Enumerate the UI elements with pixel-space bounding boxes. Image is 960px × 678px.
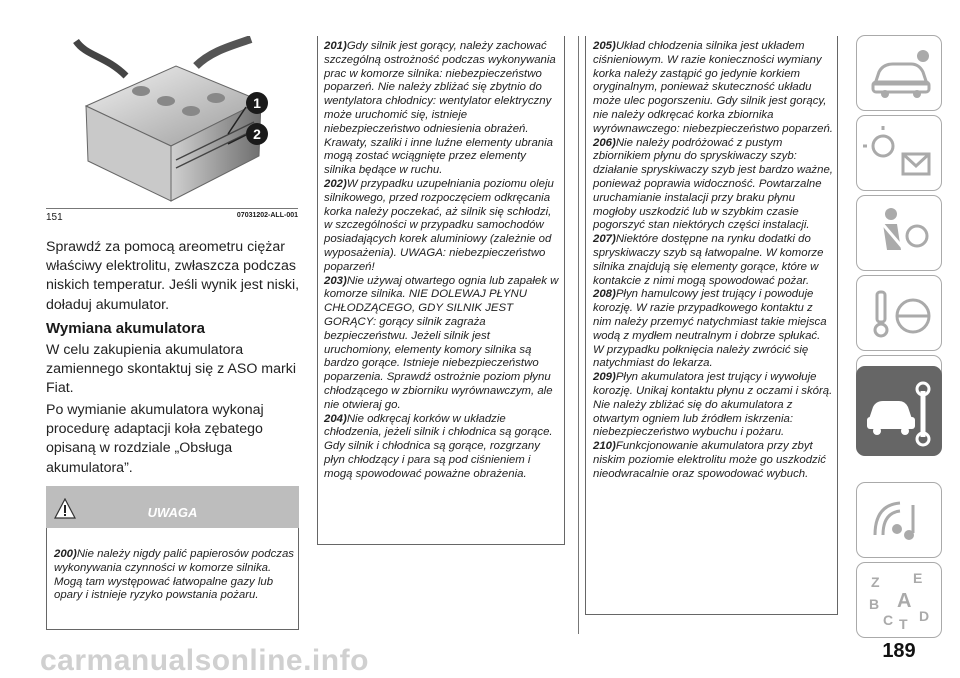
warning-note-203 bbox=[324, 275, 560, 413]
index-letter-c: C bbox=[883, 612, 894, 628]
note-text: Niektóre dostępne na rynku dodatki do spryskiwaczy szyb są łatwopalne. W komorze silnika znajdują się elementy gorące, które w kontakcie z nimi mogą spowodować pożar. bbox=[593, 233, 824, 287]
watermark: carmanualsonline.info bbox=[40, 644, 369, 677]
note-text: Nie należy podróżować z pustym zbiornikiem płynu do spryskiwaczy szyb: działanie spryskiwaczy szyb jest bardzo ważne, ponieważ poprawia widoczność. Powtarzalne uruchamianie instalacji przy braku płynu mogłoby uszkodzić lub w szybkim czasie pogorszyć stan niektórych części instalacji. bbox=[593, 136, 833, 232]
warning-note-200 bbox=[54, 548, 294, 603]
note-text: Funkcjonowanie akumulatora przy zbyt niskim poziomie elektrolitu może go uszkodzić nieodwracalnie oraz spowodować wybuch. bbox=[593, 440, 826, 480]
warning-note-202 bbox=[324, 178, 560, 275]
note-number: 207) bbox=[593, 233, 616, 246]
warning-note-206 bbox=[593, 137, 833, 234]
index-letter-a: A bbox=[897, 590, 912, 612]
note-text: Nie należy nigdy palić papierosów podczas wykonywania czynności w komorze silnika. Mogą tam występować łatwopalne gazy lub opary i istnieje ryzyko powstania pożaru. bbox=[54, 548, 294, 602]
media-icon bbox=[857, 483, 943, 559]
warning-note-210 bbox=[593, 440, 833, 481]
figure-code: 07031202-ALL-001 bbox=[236, 212, 298, 219]
callout-1-label: 1 bbox=[253, 95, 261, 111]
callout-2-label: 2 bbox=[253, 126, 261, 142]
dashboard-lights-icon bbox=[857, 116, 943, 192]
car-icon bbox=[857, 36, 943, 112]
note-text: Układ chłodzenia silnika jest układem ciśnieniowym. W razie konieczności wymiany korka należy zastąpić go jedynie korkiem oryginalnym, ponieważ skuteczność układu może ulec pogorszeniu. Gdy silnik jest gorący, nie należy odkręcać korka zbiornika wyrównawczego: niebezpieczeństwo poparzeń. bbox=[593, 40, 833, 135]
tab-dashboard[interactable] bbox=[856, 115, 942, 191]
battery-figure bbox=[46, 36, 298, 204]
index-letter-z: Z bbox=[871, 574, 880, 590]
note-number: 202) bbox=[324, 177, 347, 190]
seatbelt-airbag-icon bbox=[857, 196, 943, 272]
tab-maintenance-active[interactable] bbox=[856, 366, 942, 456]
index-letters-icon bbox=[857, 563, 943, 639]
warning-title: UWAGA bbox=[147, 505, 198, 520]
figure-rule bbox=[46, 208, 298, 209]
note-number: 208) bbox=[593, 288, 616, 301]
figure-number: 151 bbox=[46, 212, 63, 223]
note-number: 210) bbox=[593, 440, 616, 453]
note-text: W przypadku uzupełniania poziomu oleju silnikowego, przed rozpoczęciem odkręcania korka należy poczekać, aż silnik się schłodzi, w szczególności w przypadku samochodów posiadających korek aluminiowy (zależnie od wyposażenia). UWAGA: niebezpieczeństwo poparzeń! bbox=[324, 177, 554, 273]
index-letter-d: D bbox=[919, 608, 930, 624]
warning-note-204 bbox=[324, 413, 560, 482]
column-divider bbox=[578, 36, 579, 634]
note-number: 204) bbox=[324, 412, 347, 425]
body-paragraph-3: Po wymianie akumulatora wykonaj procedurę adaptacji koła zębatego opisaną w rozdziale „Obsługa akumulatora”. bbox=[46, 402, 264, 476]
notes-column-3 bbox=[593, 40, 833, 482]
warning-note-201 bbox=[324, 40, 560, 178]
note-text: Płyn hamulcowy jest trujący i powoduje korozję. W razie przypadkowego kontaktu z nim należy przemyć natychmiast takie miejsca wodą z mydłem neutralnym i dobrze spłukać. W przypadku połknięcia należy zwrócić się natychmiast do lekarza. bbox=[593, 288, 827, 370]
warning-note-208 bbox=[593, 288, 833, 371]
note-number: 205) bbox=[593, 40, 616, 52]
note-text: Nie używaj otwartego ognia lub zapałek w komorze silnika. NIE DOLEWAJ PŁYNU CHŁODZĄCEGO, GDY SILNIK JEST GORĄCY: gorący silnik zagraża bezpieczeństwu. Jeżeli silnik jest uruchomiony, elementy komory silnika są bardzo gorące. Istnieje niebezpieczeństwo poparzenia. Sprawdź ostrożnie poziom płynu chłodzącego w zbiorniku wyrównawczym, ale nie otwieraj go. bbox=[324, 274, 559, 411]
note-text: Płyn akumulatora jest trujący i wywołuje korozję. Unikaj kontaktu płynu z oczami i skórą. Nie należy zbliżać się do akumulatora z otwartym ogniem lub źródłem iskrzenia: niebezpieczeństwo wybuchu i pożaru. bbox=[593, 371, 833, 439]
car-wrench-icon bbox=[857, 367, 943, 457]
tab-multimedia[interactable] bbox=[856, 482, 942, 558]
battery-illustration bbox=[46, 36, 298, 204]
page-number: 189 bbox=[882, 640, 916, 662]
key-steering-icon bbox=[857, 276, 943, 352]
warning-note-209 bbox=[593, 371, 833, 440]
index-letter-t: T bbox=[899, 616, 908, 632]
index-letter-e: E bbox=[913, 570, 923, 586]
tab-index[interactable] bbox=[856, 562, 942, 638]
note-text: Nie odkręcaj korków w układzie chłodzenia, jeżeli silnik i chłodnica są gorące. Gdy silnik i chłodnica są gorące, rozgrzany płyn chłodzący i para są pod ciśnieniem i mogą spowodować poważne obrażenia. bbox=[324, 412, 553, 480]
tab-safety[interactable] bbox=[856, 195, 942, 271]
tab-starting-driving[interactable] bbox=[856, 275, 942, 351]
note-number: 201) bbox=[324, 40, 347, 52]
notes-column-2 bbox=[324, 40, 560, 482]
note-number: 209) bbox=[593, 371, 616, 384]
warning-note-207 bbox=[593, 233, 833, 288]
note-number: 203) bbox=[324, 274, 347, 287]
index-letter-b: B bbox=[869, 596, 880, 612]
note-text: Gdy silnik jest gorący, należy zachować szczególną ostrożność podczas wykonywania prac w komorze silnika: niebezpieczeństwo poparzeń. Nie należy zbliżać się zbytnio do wentylatora chłodnicy: wentylator elektryczny może uruchomić się, istnieje niebezpieczeństwo odniesienia obrażeń. Krawaty, szaliki i inne luźne elementy ubrania mogą zostać wciągnięte przez elementy silnika będące w ruchu. bbox=[324, 40, 556, 177]
body-paragraph-1: Sprawdź za pomocą areometru ciężar właściwy elektrolitu, zwłaszcza podczas niskich temperatur. Jeśli wynik jest niski, doładuj akumulator. bbox=[46, 239, 300, 313]
warning-note-205 bbox=[593, 40, 833, 137]
section-heading: Wymiana akumulatora bbox=[46, 320, 205, 337]
note-number: 200) bbox=[54, 548, 77, 560]
tab-car-overview[interactable] bbox=[856, 35, 942, 111]
body-paragraph-2: W celu zakupienia akumulatora zamiennego skontaktuj się z ASO marki Fiat. bbox=[46, 342, 296, 397]
note-number: 206) bbox=[593, 136, 616, 149]
